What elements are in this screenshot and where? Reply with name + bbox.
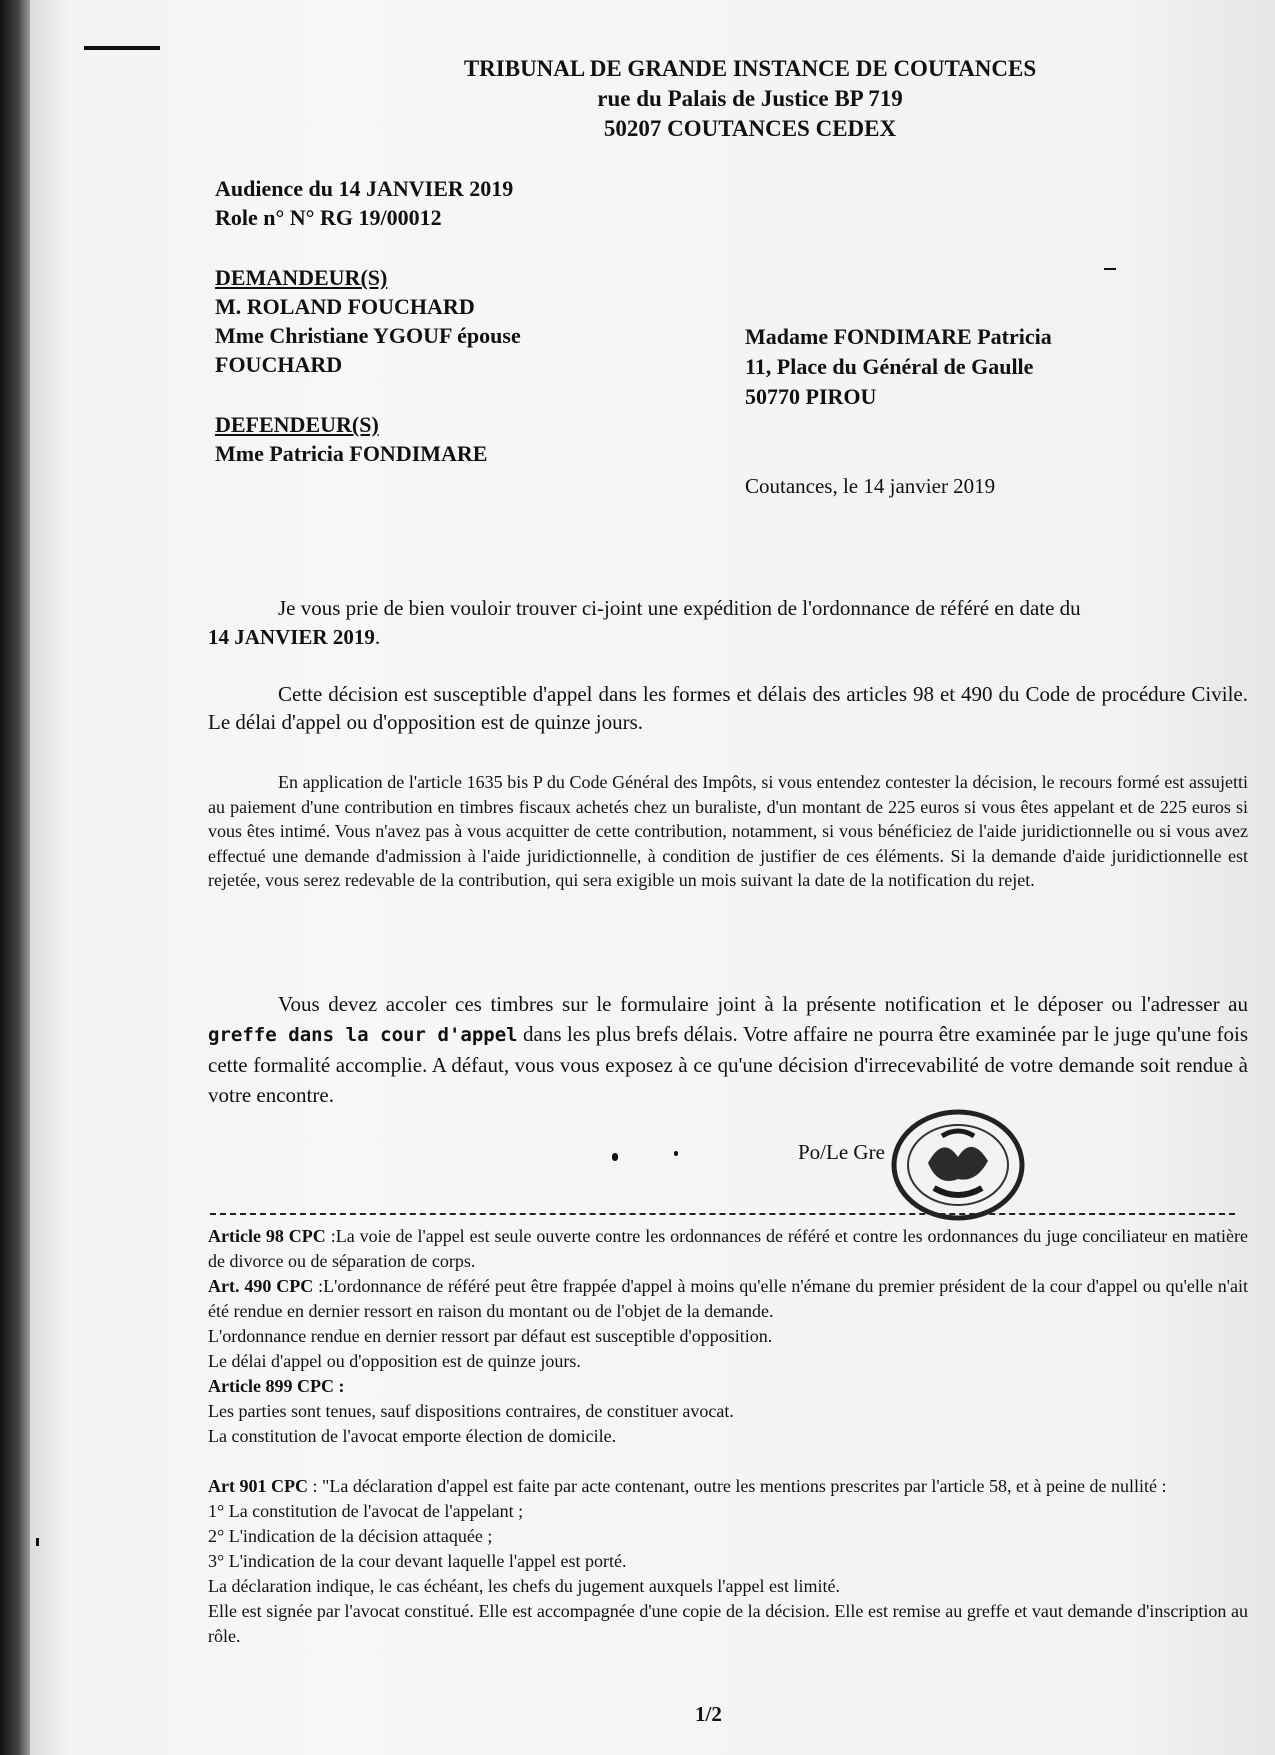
article-901 <box>208 1474 1248 1649</box>
paragraph-1-end: . <box>374 625 381 649</box>
page-number: 1/2 <box>695 1702 722 1726</box>
article-98-text: :La voie de l'appel est seule ouverte contre les ordonnances de référé et contre les ordonnances du juge conciliateur en matière de divorce ou de séparation de corps. <box>208 1226 1248 1271</box>
article-899-line-1: Les parties sont tenues, sauf dispositions contraires, de constituer avocat. <box>208 1401 734 1421</box>
ink-dot <box>612 1153 618 1161</box>
scan-left-edge <box>0 0 30 1755</box>
article-901-text: : "La déclaration d'appel est faite par acte contenant, outre les mentions prescrites par l'article 58, et à peine de nullité : <box>307 1476 1167 1496</box>
article-490 <box>208 1274 1248 1374</box>
article-901-title: Art 901 CPC <box>208 1476 308 1496</box>
paragraph-2-text: Cette décision est susceptible d'appel dans les formes et délais des articles 98 et 490 du Code de procédure Civile. Le délai d'appel ou d'opposition est de quinze jours. <box>208 682 1248 734</box>
article-901-item-2: 2° L'indication de la décision attaquée ; <box>208 1526 493 1546</box>
paragraph-2 <box>208 680 1248 736</box>
article-98 <box>208 1224 1248 1274</box>
signature-line: Po/Le Gre <box>798 1140 885 1164</box>
article-490-line-3: Le délai d'appel ou d'opposition est de quinze jours. <box>208 1351 581 1371</box>
paragraph-1-text: Je vous prie de bien vouloir trouver ci-joint une expédition de l'ordonnance de référé en date du <box>278 596 1081 620</box>
article-490-title: Art. 490 CPC <box>208 1276 314 1296</box>
recipient-name: Madame FONDIMARE Patricia <box>745 324 1052 349</box>
document-page <box>30 0 1275 1755</box>
court-postal: 50207 COUTANCES CEDEX <box>603 116 897 141</box>
plaintiff-1: M. ROLAND FOUCHARD <box>215 294 475 319</box>
plaintiffs-heading: DEMANDEUR(S) <box>215 265 388 290</box>
article-98-title: Article 98 CPC <box>208 1226 326 1246</box>
scan-mark <box>36 1538 39 1546</box>
paragraph-1-date: 14 JANVIER 2019 <box>208 625 375 649</box>
separator-line <box>210 1213 1235 1215</box>
role-number: Role n° N° RG 19/00012 <box>215 205 442 230</box>
paragraph-3 <box>208 770 1248 893</box>
court-stamp <box>890 1108 1026 1222</box>
paragraph-4-bold: greffe dans la cour d'appel <box>208 1024 518 1046</box>
paragraph-1 <box>208 594 1248 652</box>
scan-mark <box>1104 268 1116 270</box>
plaintiff-2-cont: FOUCHARD <box>215 352 343 377</box>
paragraph-3-text: En application de l'article 1635 bis P du Code Général des Impôts, si vous entendez contester la décision, le recours formé est assujetti au paiement d'une contribution en timbres fiscaux achetés chez un buraliste, d'un montant de 225 euros si vous êtes appelant et de 225 euros si vous êtes intimé. Vous n'avez pas à vous acquitter de cette contribution, notamment, si vous bénéficiez de l'aide juridictionnelle ou si vous avez effectué une demande d'admission à l'aide juridictionnelle, à condition de justifier de ces éléments. Si la demande d'aide juridictionnelle est rejetée, vous serez redevable de la contribution, qui sera exigible un mois suivant la date de la notification du rejet. <box>208 772 1248 890</box>
defendants-heading: DEFENDEUR(S) <box>215 412 379 437</box>
article-490-line-2: L'ordonnance rendue en dernier ressort par défaut est susceptible d'opposition. <box>208 1326 773 1346</box>
court-address: rue du Palais de Justice BP 719 <box>597 86 903 111</box>
plaintiff-2: Mme Christiane YGOUF épouse <box>215 323 521 348</box>
paragraph-4 <box>208 989 1248 1110</box>
article-899-title: Article 899 CPC : <box>208 1376 345 1396</box>
article-901-item-3: 3° L'indication de la cour devant laquelle l'appel est porté. <box>208 1551 627 1571</box>
court-name: TRIBUNAL DE GRANDE INSTANCE DE COUTANCES <box>463 56 1037 81</box>
article-901-line-6: Elle est signée par l'avocat constitué. Elle est accompagnée d'une copie de la décision. Elle est remise au greffe et vaut demande d'inscription au rôle. <box>208 1601 1248 1646</box>
article-899-line-2: La constitution de l'avocat emporte élection de domicile. <box>208 1426 617 1446</box>
paragraph-4-text-b: dans les plus brefs délais. Votre affaire ne pourra être examinée par le juge qu'une fois cette formalité accomplie. A défaut, vous vous exposez à ce qu'une décision d'irrecevabilité de votre demande soit rendue à votre encontre. <box>208 1022 1248 1107</box>
recipient-street: 11, Place du Général de Gaulle <box>745 354 1034 379</box>
article-490-text: :L'ordonnance de référé peut être frappée d'appel à moins qu'elle n'émane du premier président de la cour d'appel ou qu'elle n'ait été rendue en dernier ressort en raison du montant ou de l'objet de la demande. <box>208 1276 1248 1321</box>
defendant-1: Mme Patricia FONDIMARE <box>215 441 488 466</box>
place-date: Coutances, le 14 janvier 2019 <box>745 474 996 498</box>
article-899 <box>208 1374 1248 1449</box>
article-901-item-1: 1° La constitution de l'avocat de l'appelant ; <box>208 1501 524 1521</box>
ink-dot <box>674 1151 678 1156</box>
scan-mark <box>84 46 160 50</box>
hearing-date: Audience du 14 JANVIER 2019 <box>215 176 514 201</box>
recipient-city: 50770 PIROU <box>745 384 877 409</box>
article-901-line-5: La déclaration indique, le cas échéant, les chefs du jugement auxquels l'appel est limité. <box>208 1576 841 1596</box>
paragraph-4-text-a: Vous devez accoler ces timbres sur le formulaire joint à la présente notification et le déposer ou l'adresser au <box>278 992 1248 1016</box>
